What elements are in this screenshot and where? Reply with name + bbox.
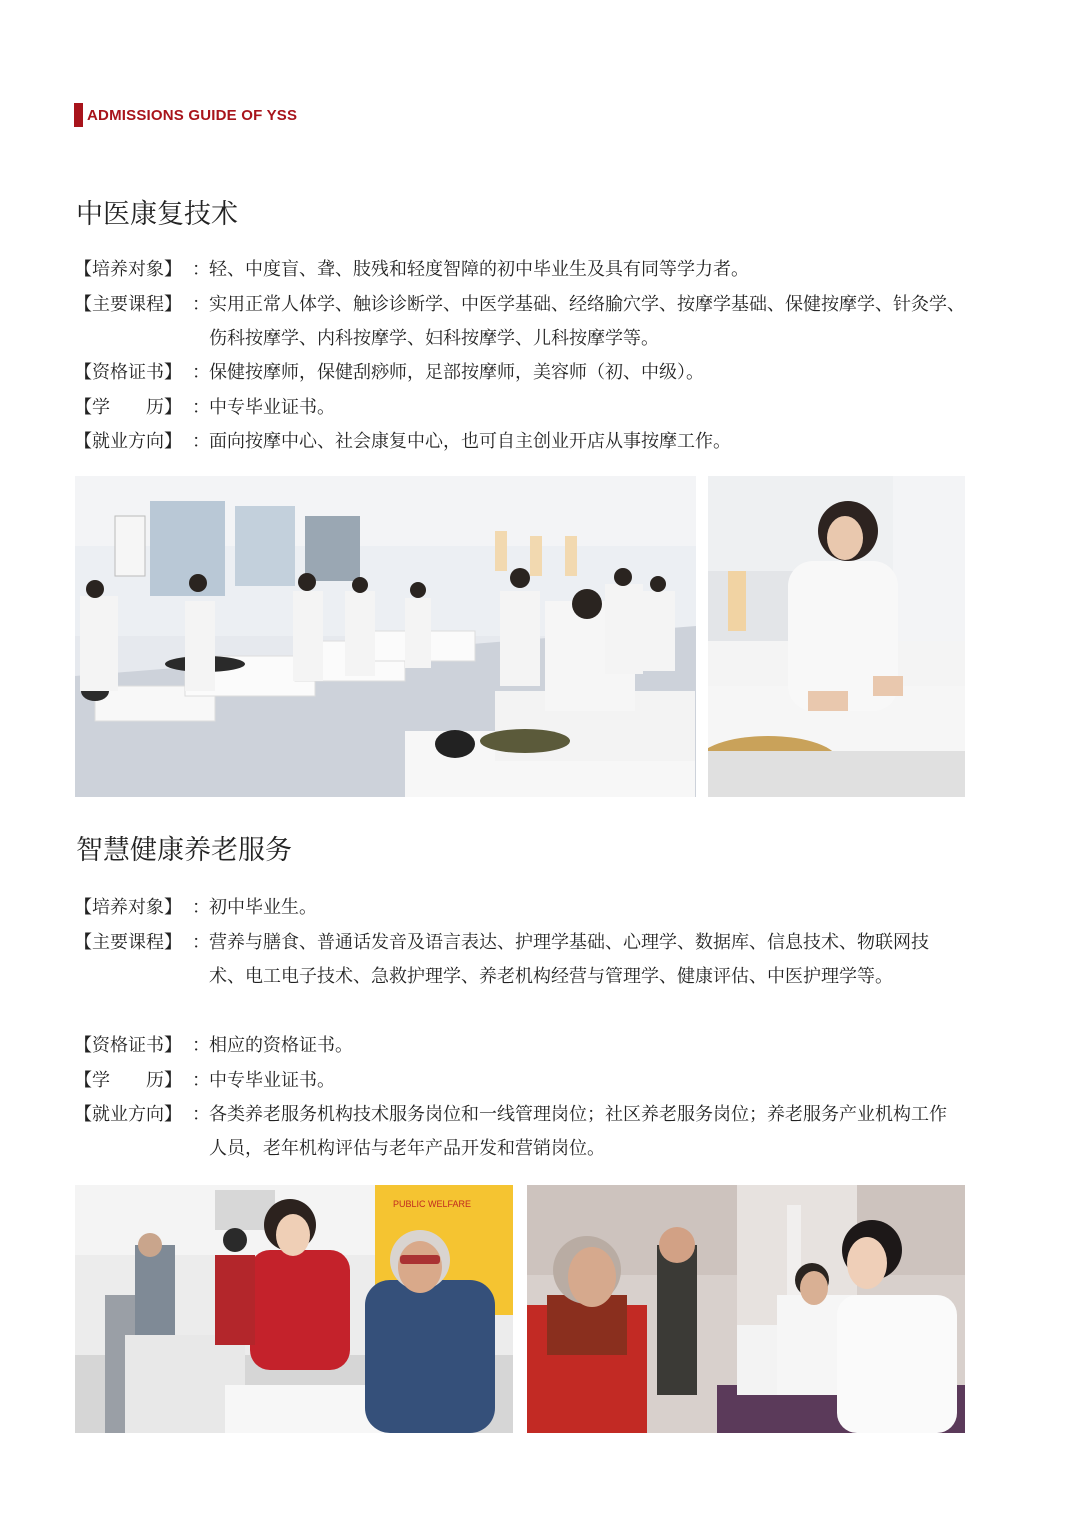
field-colon: ：: [192, 897, 210, 918]
field-label-part-b: 历】: [146, 1070, 182, 1091]
field-value: 轻、中度盲、聋、肢残和轻度智障的初中毕业生及具有同等学力者。: [209, 259, 749, 280]
field-target-students: [74, 253, 974, 287]
header-tag: [74, 103, 297, 127]
field-value: 相应的资格证书。: [209, 1035, 353, 1056]
photo-massage-classroom: [75, 476, 696, 797]
field-colon: ：: [192, 1035, 210, 1056]
field-label-part-a: 【学: [74, 397, 110, 418]
section-title-tcm-rehab: 中医康复技术: [76, 199, 238, 230]
field-value: 初中毕业生。: [209, 897, 317, 918]
field-employment: [74, 1098, 974, 1166]
sign-text: PUBLIC WELFARE: [393, 1199, 472, 1209]
field-main-courses: [74, 926, 974, 994]
field-value: 面向按摩中心、社会康复中心，也可自主创业开店从事按摩工作。: [209, 431, 731, 452]
photo-elderly-health-check: [75, 1185, 513, 1433]
field-value: 保健按摩师，保健刮痧师，足部按摩师，美容师（初、中级）。: [209, 362, 704, 383]
field-label: [74, 1064, 192, 1098]
field-label: 【培养对象】: [74, 897, 182, 918]
field-label: 【资格证书】: [74, 362, 182, 383]
field-colon: ：: [192, 397, 210, 418]
field-colon: ：: [192, 1070, 210, 1091]
field-label: 【主要课程】: [74, 932, 182, 953]
field-colon: ：: [192, 932, 210, 953]
field-label: 【培养对象】: [74, 259, 182, 280]
header-accent-bar: [74, 103, 83, 127]
field-value: 实用正常人体学、触诊诊断学、中医学基础、经络腧穴学、按摩学基础、保健按摩学、针灸学、伤科按摩学、内科按摩学、妇科按摩学、儿科按摩学等。: [209, 294, 965, 349]
field-education: [74, 391, 974, 425]
field-label-part-b: 历】: [146, 397, 182, 418]
field-label: 【就业方向】: [74, 1104, 182, 1125]
field-colon: ：: [192, 431, 210, 452]
field-label: [74, 391, 192, 425]
field-employment: [74, 425, 974, 459]
field-label-part-a: 【学: [74, 1070, 110, 1091]
field-value: 中专毕业证书。: [209, 397, 335, 418]
field-colon: ：: [192, 294, 210, 315]
field-value: 各类养老服务机构技术服务岗位和一线管理岗位；社区养老服务岗位；养老服务产业机构工作人员，老年机构评估与老年产品开发和营销岗位。: [209, 1104, 947, 1159]
field-colon: ：: [192, 1104, 210, 1125]
field-value: 营养与膳食、普通话发音及语言表达、护理学基础、心理学、数据库、信息技术、物联网技术、电工电子技术、急救护理学、养老机构经营与管理学、健康评估、中医护理学等。: [209, 932, 929, 987]
field-main-courses: [74, 288, 974, 356]
photo-massage-instructor: [708, 476, 965, 797]
field-colon: ：: [192, 259, 210, 280]
field-target-students: [74, 891, 974, 925]
field-certificates: [74, 1029, 974, 1063]
field-value: 中专毕业证书。: [209, 1070, 335, 1091]
field-label: 【就业方向】: [74, 431, 182, 452]
section-title-elderly-care: 智慧健康养老服务: [76, 835, 292, 866]
field-education: [74, 1064, 974, 1098]
field-label: 【主要课程】: [74, 294, 182, 315]
header-tag-text: ADMISSIONS GUIDE OF YSS: [87, 106, 298, 124]
field-colon: ：: [192, 362, 210, 383]
field-certificates: [74, 356, 974, 390]
field-label: 【资格证书】: [74, 1035, 182, 1056]
photo-elderly-doctor-consult: [527, 1185, 965, 1433]
